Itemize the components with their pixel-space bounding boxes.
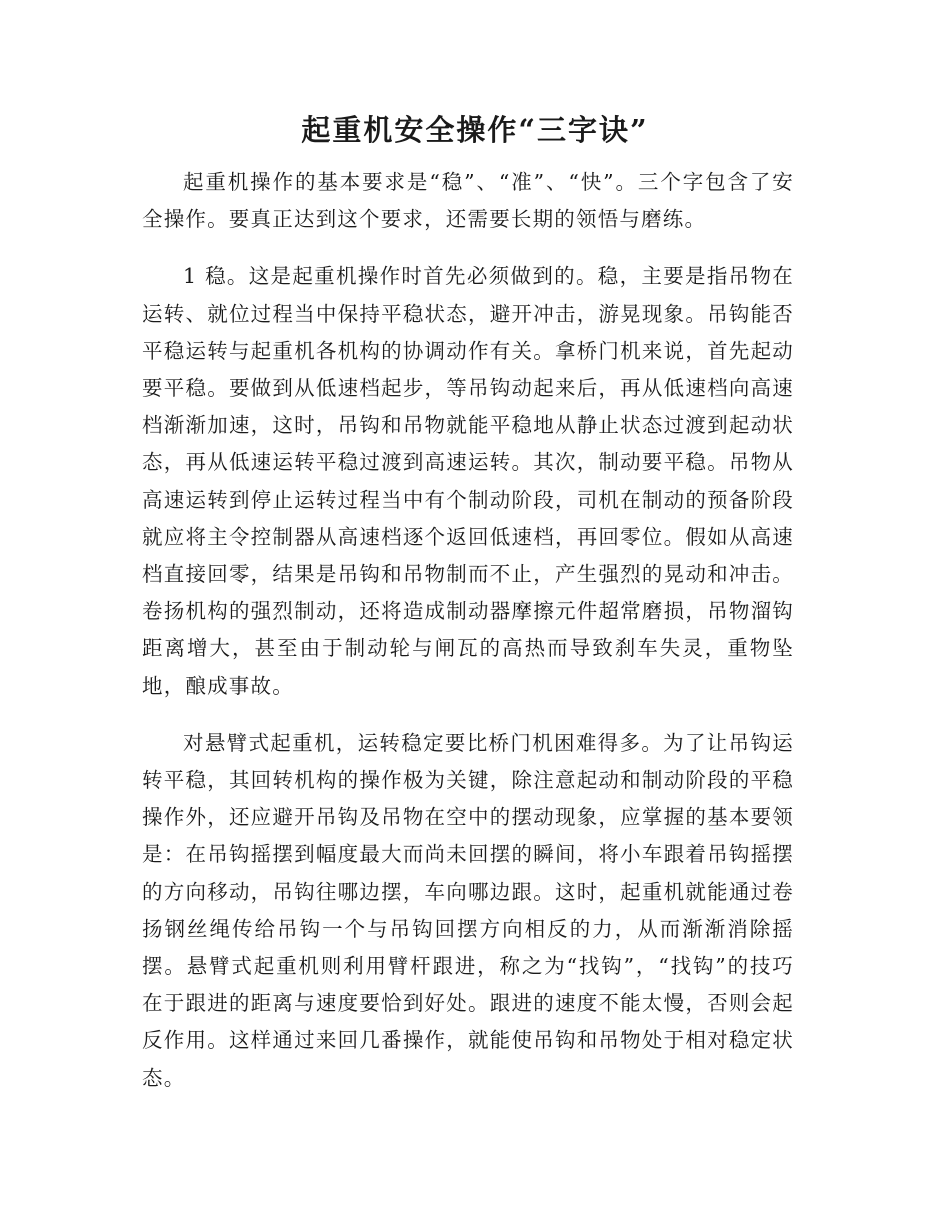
paragraph-intro: 起重机操作的基本要求是“稳”、“准”、“快”。三个字包含了安全操作。要真正达到这个要求，还需要长期的领悟与磨练。 bbox=[142, 170, 794, 232]
document-title: 起重机安全操作“三字诀” bbox=[301, 113, 649, 147]
paragraph-stability: 1 稳。这是起重机操作时首先必须做到的。稳，主要是指吊物在运转、就位过程当中保持平稳状态，避开冲击，游晃现象。吊钩能否平稳运转与起重机各机构的协调动作有关。拿桥门机来说，首先起动要平稳。要做到从低速档起步，等吊钩动起来后，再从低速档向高速档渐渐加速，这时，吊钩和吊物就能平稳地从静止状态过渡到起动状态，再从低速运转平稳过渡到高速运转。其次，制动要平稳。吊物从高速运转到停止运转过程当中有个制动阶段，司机在制动的预备阶段就应将主令控制器从高速档逐个返回低速档，再回零位。假如从高速档直接回零，结果是吊钩和吊物制而不止，产生强烈的晃动和冲击。卷扬机构的强烈制动，还将造成制动器摩擦元件超常磨损，吊物溜钩距离增大，甚至由于制动轮与闸瓦的高热而导致刹车失灵，重物坠地，酿成事故。 bbox=[142, 264, 794, 698]
paragraph-cantilever-crane: 对悬臂式起重机，运转稳定要比桥门机困难得多。为了让吊钩运转平稳，其回转机构的操作极为关键，除注意起动和制动阶段的平稳操作外，还应避开吊钩及吊物在空中的摆动现象，应掌握的基本要领是：在吊钩摇摆到幅度最大而尚未回摆的瞬间，将小车跟着吊钩摇摆的方向移动，吊钩往哪边摆，车向哪边跟。这时，起重机就能通过卷扬钢丝绳传给吊钩一个与吊钩回摆方向相反的力，从而渐渐消除摇摆。悬臂式起重机则利用臂杆跟进，称之为“找钩”，“找钩”的技巧在于跟进的距离与速度要恰到好处。跟进的速度不能太慢，否则会起反作用。这样通过来回几番操作，就能使吊钩和吊物处于相对稳定状态。 bbox=[142, 730, 794, 1090]
document-body bbox=[142, 164, 794, 1117]
